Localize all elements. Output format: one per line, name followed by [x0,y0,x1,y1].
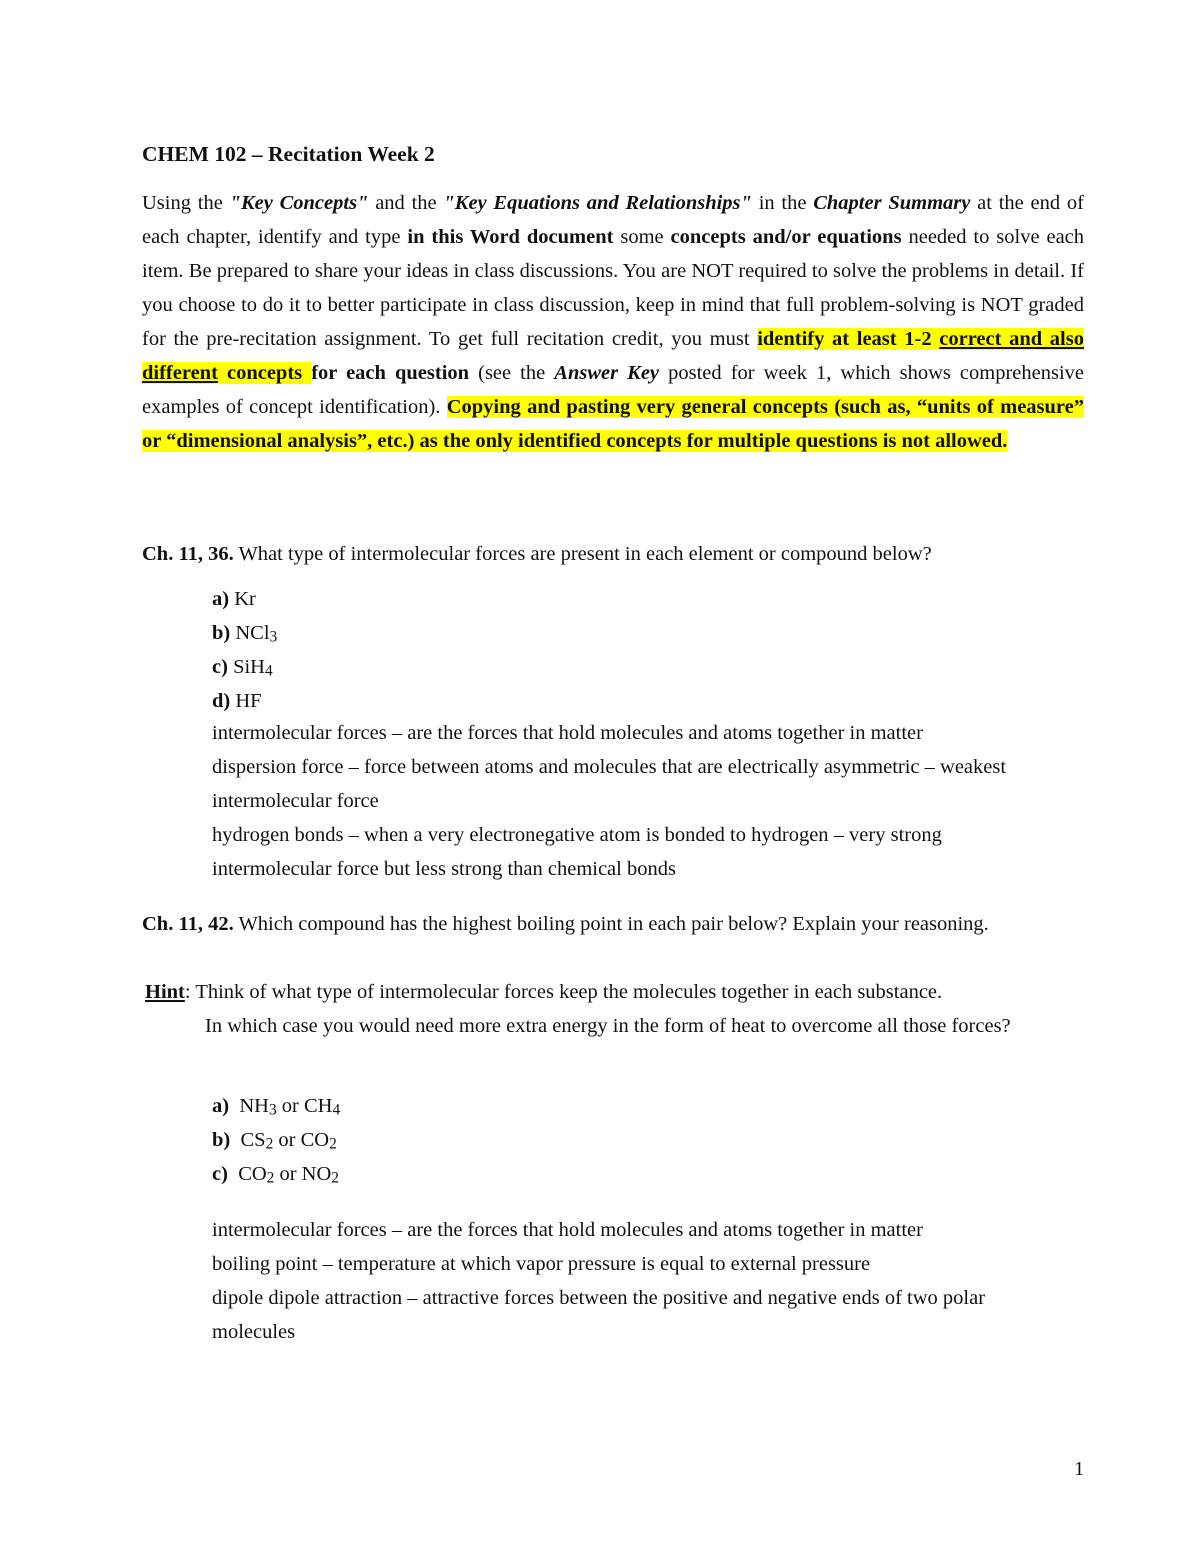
subscript: 4 [332,1101,341,1119]
option-item [212,1157,340,1191]
intro-text: (see the [469,362,555,384]
question-ref: Ch. 11, 42. [142,913,234,935]
subscript: 3 [269,628,278,646]
option-text: or NO [274,1163,332,1185]
subscript: 2 [329,1135,337,1153]
highlight-warning: Copying and pasting very general concepts (such as, “units of measure” or “dimensional analysis”, etc.) as the only identified concepts for multiple questions is not allowed. [142,396,1084,452]
intro-text: some [613,226,671,248]
subscript: 4 [264,662,273,680]
question-2-options [212,1089,340,1191]
option-text: SiH [227,656,265,678]
option-item [212,650,277,684]
question-ref: Ch. 11, 36. [142,543,234,565]
hint [145,975,1085,1009]
option-text: or CH [276,1095,333,1117]
key-equations-term: "Key Equations and Relationships" [443,192,752,214]
hint-label: Hint [145,981,185,1003]
option-text: or CO [273,1129,330,1151]
option-item [212,1089,340,1123]
option-label: a) [212,1095,230,1117]
chapter-summary-term: Chapter Summary [813,192,971,214]
page-title: CHEM 102 – Recitation Week 2 [142,142,435,166]
concept-note: intermolecular forces – are the forces that hold molecules and atoms together in matter [212,722,923,744]
intro-text: in the [751,192,814,214]
question-2 [142,907,1084,941]
question-1 [142,537,1084,571]
intro-text: posted for week 1, which shows comprehensive examples of concept identification). [142,362,1085,418]
concept-note: dispersion force – force between atoms and molecules that are electrically asymmetric – weakest intermolecular force [212,756,1007,812]
highlight-text: concepts [217,362,312,384]
option-text: CS [230,1129,266,1151]
option-label: c) [212,656,228,678]
answer-key-term: Answer Key [554,362,660,384]
highlight-text: identify at least 1-2 [757,328,940,350]
page-number: 1 [1074,1458,1085,1480]
option-item [212,582,277,616]
word-document-emphasis: in this Word document [407,226,614,248]
concept-note: intermolecular forces – are the forces that hold molecules and atoms together in matter [212,1219,923,1241]
concept-note: hydrogen bonds – when a very electronegative atom is bonded to hydrogen – very strong intermolecular force but less strong than chemical bonds [212,824,942,880]
option-item [212,684,277,718]
subscript: 2 [331,1169,339,1187]
question-2-concepts [212,1213,1062,1349]
subscript: 2 [266,1169,275,1187]
instructions-paragraph [142,186,1084,458]
option-item [212,1123,340,1157]
option-text: NH [229,1095,269,1117]
option-text: CO [227,1163,267,1185]
subscript: 2 [265,1135,274,1153]
option-item [212,616,277,650]
key-concepts-term: "Key Concepts" [229,192,369,214]
intro-text: needed to solve each item. Be prepared to share your ideas in class discussions. You are NOT required to solve the problems in detail. If you choose to do it to better participate in class discussion, keep in mind that full problem-solving is NOT graded for the pre-recitation assignment. To get full recitation credit, you must [142,226,1085,350]
concepts-emphasis: concepts and/or equations [670,226,902,248]
subscript: 3 [268,1101,277,1119]
underlined-emphasis: correct and also different [142,328,1084,384]
option-text: Kr [229,588,256,610]
question-1-options [212,582,277,718]
concept-note: boiling point – temperature at which vapor pressure is equal to external pressure [212,1253,871,1275]
concept-note: dipole dipole attraction – attractive forces between the positive and negative ends of two polar molecules [212,1287,986,1343]
option-label: b) [212,1129,231,1151]
option-label: a) [212,588,230,610]
option-text: HF [230,690,262,712]
question-text: What type of intermolecular forces are present in each element or compound below? [233,543,932,565]
option-label: c) [212,1163,228,1185]
for-each-question-emphasis: for each question [311,362,470,384]
question-text: Which compound has the highest boiling point in each pair below? Explain your reasoning. [233,913,989,935]
hint-continuation: In which case you would need more extra energy in the form of heat to overcome all those forces? [205,1015,1011,1037]
intro-text: at the end of each chapter, identify and type [142,192,1084,248]
intro-text: Using the [142,192,230,214]
hint-text: : Think of what type of intermolecular forces keep the molecules together in each substance. [184,981,943,1003]
question-1-concepts [212,716,1062,886]
option-label: b) [212,622,231,644]
intro-text: and the [368,192,444,214]
option-label: d) [212,690,231,712]
option-text: NCl [230,622,270,644]
